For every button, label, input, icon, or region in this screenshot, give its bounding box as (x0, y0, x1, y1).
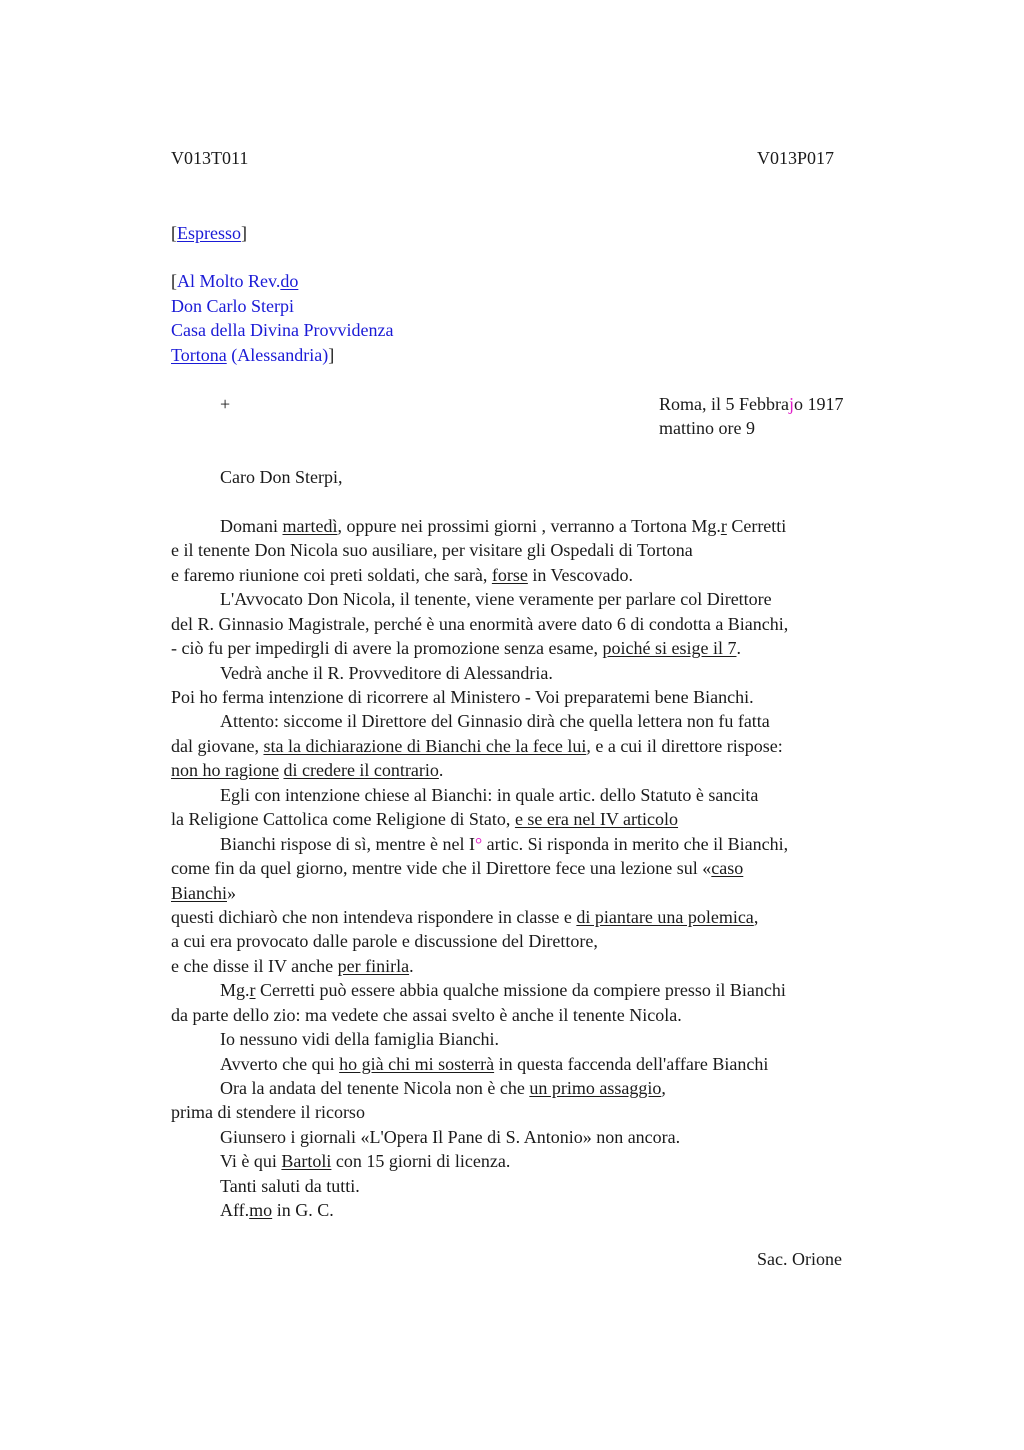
place-date-part: Roma, il 5 Febbra (659, 394, 789, 414)
text: Cerretti (726, 516, 787, 536)
text: Mg. (220, 980, 250, 1000)
document-code-right: V013P017 (757, 148, 835, 168)
body-line: da parte dello zio: ma vedete che assai svelto è anche il tenente Nicola. (171, 1005, 682, 1025)
text: Vi è qui (220, 1151, 282, 1171)
text: la Religione Cattolica come Religione di Stato, (171, 809, 515, 829)
address-line-2: Don Carlo Sterpi (171, 296, 294, 316)
body-line: Giunsero i giornali «L'Opera Il Pane di S. Antonio» non ancora. (220, 1127, 681, 1147)
body-line (220, 1076, 666, 1100)
body-line (220, 978, 786, 1002)
text: , (661, 1078, 666, 1098)
underlined-text: mo (249, 1200, 273, 1220)
address-line-3: Casa della Divina Provvidenza (171, 320, 394, 340)
underlined-text: sta la dichiarazione di Bianchi che la fece lui (263, 736, 587, 756)
body-line (171, 881, 236, 905)
body-line: Egli con intenzione chiese al Bianchi: in quale artic. dello Statuto è sancita (220, 785, 759, 805)
text: Cerretti può essere abbia qualche missione da compiere presso il Bianchi (255, 980, 786, 1000)
body-line: prima di stendere il ricorso (171, 1102, 365, 1122)
body-line: L'Avvocato Don Nicola, il tenente, viene veramente per parlare col Direttore (220, 589, 772, 609)
underlined-text: caso (711, 858, 744, 878)
body-line (220, 514, 786, 538)
province: (Alessandria) (226, 345, 329, 365)
text: , e a cui il direttore rispose: (586, 736, 783, 756)
body-line: Io nessuno vidi della famiglia Bianchi. (220, 1029, 499, 1049)
underlined-text: non ho ragione (171, 760, 279, 780)
text: Domani (220, 516, 283, 536)
bracket-open: [ (171, 223, 177, 243)
body-line (220, 832, 788, 856)
underlined-text: ho già chi mi sosterrà (339, 1054, 495, 1074)
place-date (659, 392, 844, 416)
body-line: Attento: siccome il Direttore del Ginnasio dirà che quella lettera non fu fatta (220, 711, 770, 731)
underlined-text: e se era nel IV articolo (514, 809, 679, 829)
body-line: a cui era provocato dalle parole e discussione del Direttore, (171, 931, 598, 951)
text: in questa faccenda dell'affare Bianchi (494, 1054, 769, 1074)
body-line: Vedrà anche il R. Provveditore di Alessandria. (220, 663, 553, 683)
underlined-text: martedì (282, 516, 338, 536)
body-line (171, 905, 758, 929)
body-line (171, 734, 783, 758)
text: Avverto che qui (220, 1054, 340, 1074)
body-line (171, 954, 414, 978)
bracket-close: ] (241, 223, 247, 243)
body-line (171, 807, 678, 831)
place-date-j: j (788, 394, 794, 414)
underlined-text: Bartoli (281, 1151, 332, 1171)
text: Ora la andata del tenente Nicola non è che (220, 1078, 530, 1098)
text: dal giovane, (171, 736, 264, 756)
underlined-text: forse (491, 565, 528, 585)
underlined-text: r (249, 980, 256, 1000)
text: Bianchi rispose di sì, mentre è nel I (220, 834, 475, 854)
underlined-text: di piantare una polemica (576, 907, 754, 927)
body-line: e il tenente Don Nicola suo ausiliare, per visitare gli Ospedali di Tortona (171, 540, 693, 560)
body-line: del R. Ginnasio Magistrale, perché è una enormità avere dato 6 di condotta a Bianchi, (171, 614, 789, 634)
place-date-year: o 1917 (794, 394, 844, 414)
address-title-suffix: do (280, 271, 299, 291)
text: Aff. (220, 1200, 250, 1220)
cross-symbol: + (220, 394, 231, 414)
underlined-text: di credere il contrario (283, 760, 439, 780)
salutation: Caro Don Sterpi, (220, 467, 343, 487)
text: » (227, 883, 236, 903)
body-line (220, 1149, 510, 1173)
text: questi dichiarò che non intendeva rispondere in classe e (171, 907, 577, 927)
underlined-text: Bianchi (171, 883, 227, 903)
text: , oppure nei prossimi giorni , verranno a Tortona Mg. (337, 516, 721, 536)
body-line: Tanti saluti da tutti. (220, 1176, 360, 1196)
underlined-text: un primo assaggio (529, 1078, 662, 1098)
address-title: Al Molto Rev. (177, 271, 281, 291)
body-line (171, 758, 443, 782)
document-code-left: V013T011 (171, 148, 249, 168)
body-line: Poi ho ferma intenzione di ricorrere al Ministero - Voi preparatemi bene Bianchi. (171, 687, 754, 707)
underlined-text: poiché si esige il 7 (602, 638, 737, 658)
text: in G. C. (272, 1200, 334, 1220)
underlined-text: per finirla (337, 956, 410, 976)
text: in Vescovado. (527, 565, 634, 585)
address-line-4 (171, 343, 334, 367)
bracket-close: ] (328, 345, 335, 365)
text: - ciò fu per impedirgli di avere la promozione senza esame, (171, 638, 603, 658)
text: . (438, 760, 444, 780)
body-line (220, 1198, 334, 1222)
text: con 15 giorni di licenza. (331, 1151, 511, 1171)
body-line (171, 563, 633, 587)
text: . (409, 956, 414, 976)
delivery-mode (171, 221, 247, 245)
signature: Sac. Orione (757, 1249, 842, 1269)
text: come fin da quel giorno, mentre vide che il Direttore fece una lezione sul « (171, 858, 712, 878)
text: , (753, 907, 759, 927)
degree-mark: ° (474, 834, 483, 854)
bracket-open: [ (171, 271, 177, 291)
text: e faremo riunione coi preti soldati, che sarà, (171, 565, 492, 585)
body-line (171, 856, 743, 880)
body-line (171, 636, 741, 660)
body-line (220, 1052, 768, 1076)
text: artic. Si risponda in merito che il Bianchi, (482, 834, 789, 854)
time-of-day: mattino ore 9 (659, 418, 755, 438)
espresso-link[interactable]: Espresso (177, 223, 241, 243)
city-link[interactable]: Tortona (171, 345, 227, 365)
text: e che disse il IV anche (171, 956, 338, 976)
address-line-1 (171, 269, 298, 293)
text: . (736, 638, 741, 658)
underlined-text: r (720, 516, 727, 536)
